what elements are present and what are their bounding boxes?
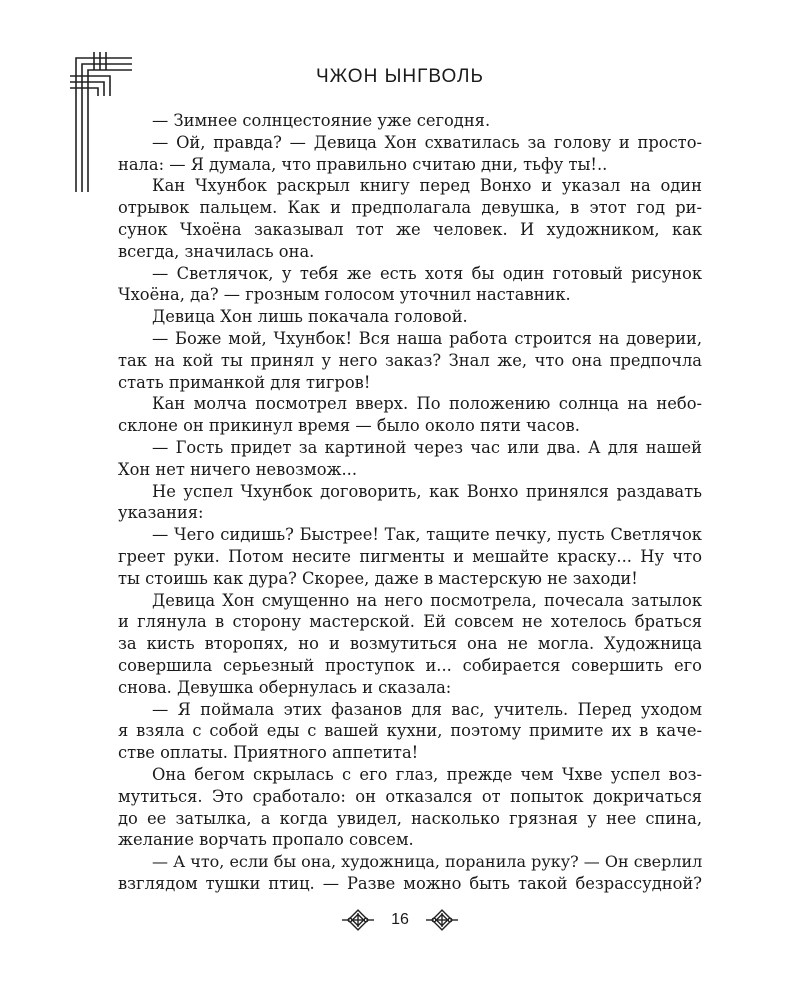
text-line: ты стоишь как дура? Скорее, даже в мастерскую не заходи! xyxy=(118,568,638,588)
text-line: Девица Хон смущенно на него посмотрела, почесала затылок xyxy=(152,590,702,610)
text-line: я взяла с собой еды с вашей кухни, поэтому примите их в каче- xyxy=(118,721,702,741)
text-line: Она бегом скрылась с его глаз, прежде чем Чхве успел воз- xyxy=(152,764,702,784)
text-line: стать приманкой для тигров! xyxy=(118,372,371,392)
text-line: — Гость придет за картиной через час или два. А для нашей xyxy=(152,437,702,457)
text-line: — Ой, правда? — Девица Хон схватилась за голову и просто- xyxy=(152,132,702,152)
text-line: совершила серьезный проступок и... собирается совершить его xyxy=(118,655,702,675)
text-line: желание ворчать пропало совсем. xyxy=(118,830,414,850)
text-line: греет руки. Потом несите пигменты и мешайте краску... Ну что xyxy=(118,546,702,566)
endless-knot-icon xyxy=(425,909,459,931)
endless-knot-icon xyxy=(341,909,375,931)
text-line: и глянула в сторону мастерской. Ей совсем не хотелось браться xyxy=(118,612,702,632)
text-line: Не успел Чхунбок договорить, как Вонхо принялся раздавать xyxy=(152,481,702,501)
text-line: снова. Девушка обернулась и сказала: xyxy=(118,677,452,697)
text-line: нала: — Я думала, что правильно считаю дни, тьфу ты!.. xyxy=(118,154,608,174)
text-line: взглядом тушки птиц. — Разве можно быть такой безрассудной? xyxy=(118,873,702,893)
text-line: Хон нет ничего невозмож... xyxy=(118,459,358,479)
text-line: до ее затылка, а когда увидел, насколько грязная у нее спина, xyxy=(118,808,702,828)
text-line: отрывок пальцем. Как и предполагала девушка, в этот год ри- xyxy=(118,198,702,218)
text-line: мутиться. Это сработало: он отказался от попыток докричаться xyxy=(118,786,702,806)
text-line: всегда, значилась она. xyxy=(118,241,315,261)
text-line: за кисть второпях, но и возмутиться она не могла. Художница xyxy=(118,634,702,654)
text-line: — А что, если бы она, художница, поранила руку? — Он сверлил xyxy=(152,852,703,872)
text-line: Девица Хон лишь покачала головой. xyxy=(152,307,468,327)
text-line: сунок Чхоёна заказывал тот же человек. И художником, как xyxy=(118,219,702,239)
text-line: — Чего сидишь? Быстрее! Так, тащите печку, пусть Светлячок xyxy=(152,525,702,545)
text-line: — Зимнее солнцестояние уже сегодня. xyxy=(152,111,491,130)
text-line: указания: xyxy=(118,503,204,523)
text-line: склоне он прикинул время — было около пяти часов. xyxy=(118,416,580,436)
text-line: так на кой ты принял у него заказ? Знал же, что она предпочла xyxy=(118,350,702,370)
text-line: Кан молча посмотрел вверх. По положению солнца на небо- xyxy=(152,394,702,414)
text-line: Чхоёна, да? — грозным голосом уточнил наставник. xyxy=(118,285,571,305)
page-number: 16 xyxy=(391,911,409,928)
text-line: — Я поймала этих фазанов для вас, учитель. Перед уходом xyxy=(152,699,702,719)
body-text xyxy=(118,110,702,895)
text-line: — Боже мой, Чхунбок! Вся наша работа строится на доверии, xyxy=(152,328,702,348)
text-line: стве оплаты. Приятного аппетита! xyxy=(118,743,419,763)
text-line: — Светлячок, у тебя же есть хотя бы один готовый рисунок xyxy=(152,263,702,283)
text-line: Кан Чхунбок раскрыл книгу перед Вонхо и указал на один xyxy=(152,176,702,196)
running-header: ЧЖОН ЫНГВОЛЬ xyxy=(316,66,484,87)
page-footer xyxy=(0,902,800,938)
